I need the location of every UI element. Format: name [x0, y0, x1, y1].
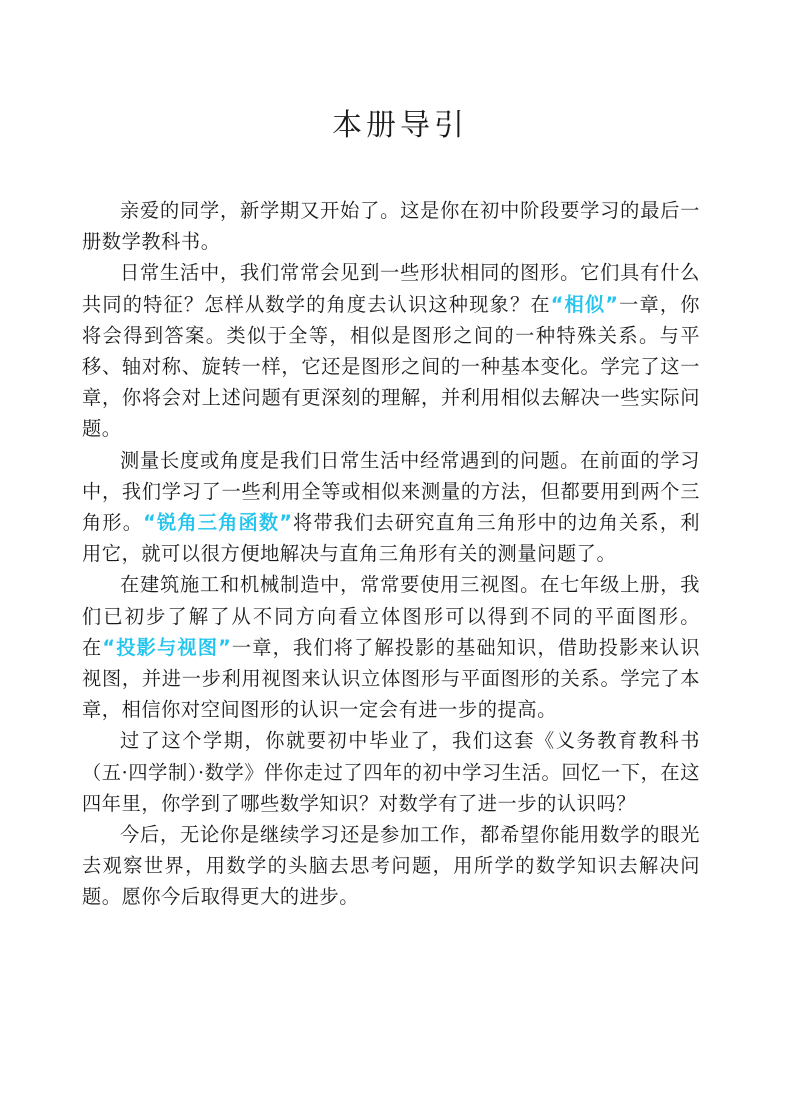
paragraph-projection	[82, 569, 700, 725]
chapter-highlight-projection: “投影与视图”	[102, 635, 232, 659]
page-title: 本册导引	[332, 108, 468, 143]
paragraph-text: 测量长度或角度是我们日常生活中经常遇到的问题。在前面的学习中，我们学习了一些利用全等或相似来测量的方法，但都要用到两个三角形。	[82, 448, 700, 535]
paragraph-text: 在建筑施工和机械制造中，常常要使用三视图。在七年级上册，我们已初步了解了从不同方向看立体图形可以得到不同的平面图形。在	[82, 573, 700, 659]
paragraph-text: 过了这个学期，你就要初中毕业了，我们这套《义务教育教科书（五·四学制）·数学》伴你走过了四年的初中学习生活。回忆一下，在这四年里，你学到了哪些数学知识？对数学有了进一步的认识吗？	[82, 729, 700, 815]
paragraph-trigonometry	[82, 445, 700, 570]
paragraph-text: 日常生活中，我们常常会见到一些形状相同的图形。它们具有什么共同的特征？怎样从数学的角度去认识这种现象？在	[82, 261, 700, 316]
paragraph-text: 亲爱的同学，新学期又开始了。这是你在初中阶段要学习的最后一册数学教科书。	[82, 199, 700, 254]
paragraph-text: 一章，我们将了解投影的基础知识，借助投影来认识视图，并进一步利用视图来认识立体图形与平面图形的关系。学完了本章，相信你对空间图形的认识一定会有进一步的提高。	[82, 635, 700, 722]
paragraph-text: 将带我们去研究直角三角形中的边角关系，利用它，就可以很方便地解决与直角三角形有关的测量问题了。	[82, 511, 700, 566]
paragraph-future	[82, 819, 700, 913]
chapter-highlight-trigonometry: “锐角三角函数”	[143, 511, 293, 535]
paragraph-text: 今后，无论你是继续学习还是参加工作，都希望你能用数学的眼光去观察世界，用数学的头脑去思考问题，用所学的数学知识去解决问题。愿你今后取得更大的进步。	[82, 823, 700, 909]
paragraph-text: 一章，你将会得到答案。类似于全等，相似是图形之间的一种特殊关系。与平移、轴对称、旋转一样，它还是图形之间的一种基本变化。学完了这一章，你将会对上述问题有更深刻的理解，并利用相似去解决一些实际问题。	[82, 292, 700, 441]
paragraph-similarity	[82, 257, 700, 444]
chapter-highlight-similarity: “相似”	[550, 292, 619, 316]
document-body	[82, 195, 700, 913]
paragraph-greeting	[82, 195, 700, 257]
paragraph-graduation	[82, 725, 700, 819]
